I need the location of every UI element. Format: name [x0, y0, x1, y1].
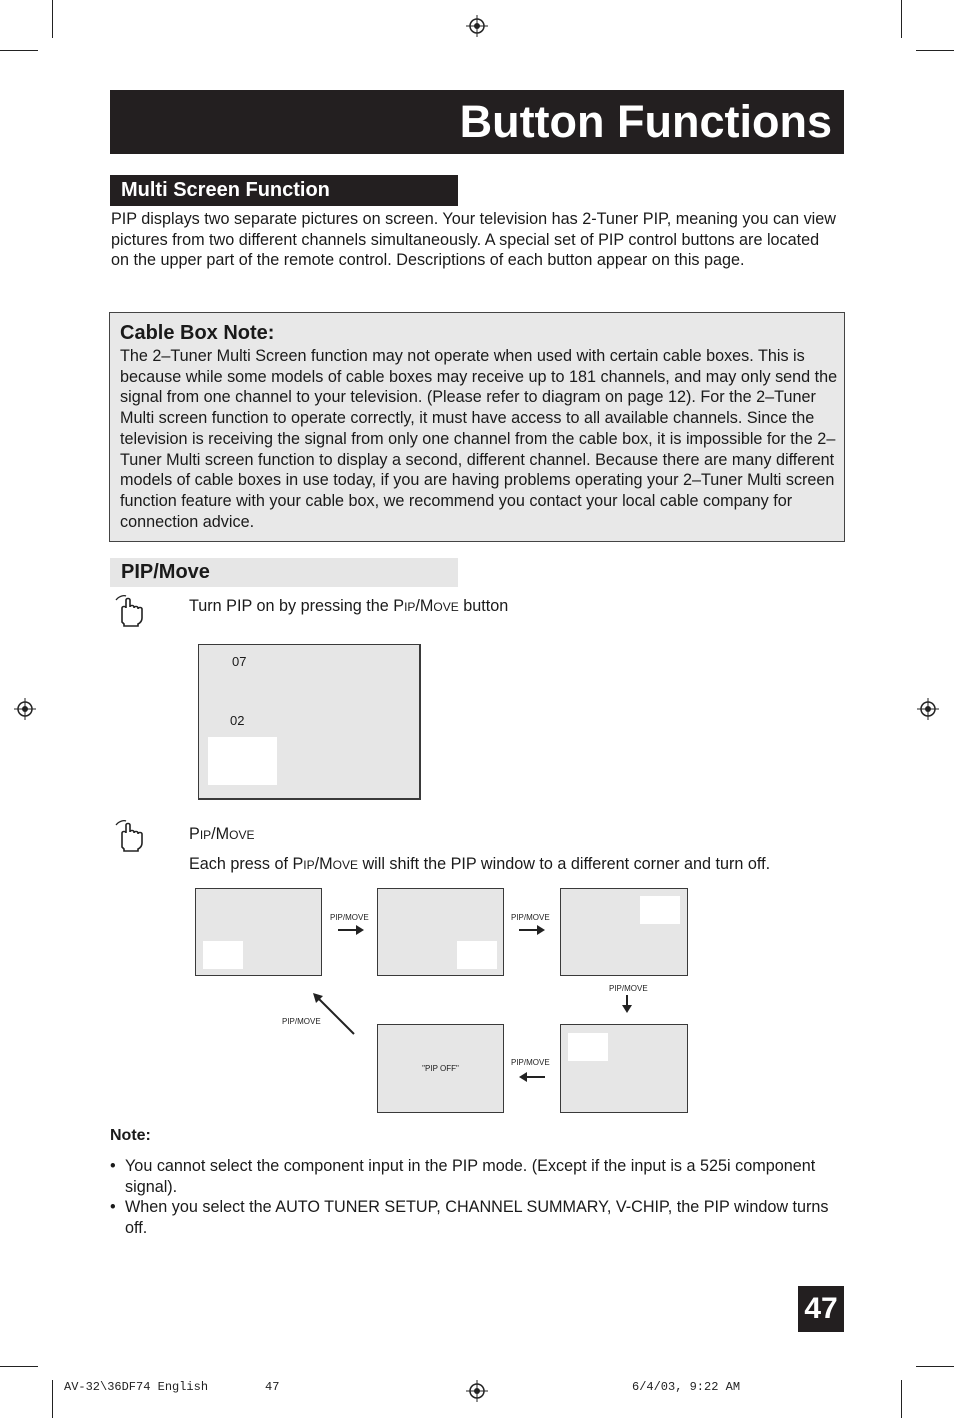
crop-mark — [52, 1380, 53, 1418]
section-heading-text: PIP/Move — [121, 561, 210, 583]
page-number: 47 — [798, 1286, 844, 1332]
step2-caption-text: OVE — [229, 828, 255, 842]
pip-window — [208, 737, 277, 785]
note-body: The 2–Tuner Multi Screen function may not operate when used with certain cable boxes. This is because while some models of cable boxes may receive up to 181 channels, and may only send the signal from one channel to your television. (Please refer to diagram on page 12). For the 2–Tuner Multi screen function to operate correctly, it must have access to all available channels. Since the television is receiving the signal from only one channel from the cable box, it is impossible for the 2–Tuner Multi screen function to display a second, different channel. Because there are many different models of cable boxes in use today, if you are having problems operating your 2–Tuner Multi screen function feature with your cable box, we recommend you contact your local cable company for connection advice. — [120, 347, 838, 531]
arrow-label: PIP/MOVE — [511, 1058, 550, 1067]
arrow-label: PIP/MOVE — [609, 984, 648, 993]
pip-off-label: "PIP OFF" — [422, 1064, 459, 1073]
arrow-down-icon — [621, 995, 633, 1013]
pip-window — [568, 1033, 608, 1061]
step1-text: OVE — [433, 600, 459, 614]
arrow-label: PIP/MOVE — [282, 1017, 321, 1026]
crop-mark — [0, 50, 38, 51]
note-heading: Note: — [110, 1127, 151, 1144]
footer-file: AV-32\36DF74 English — [64, 1380, 209, 1394]
step1-instruction — [189, 596, 508, 617]
step2-text: OVE — [332, 858, 358, 872]
note-bullet-text: You cannot select the component input in the PIP mode. (Except if the input is a 525i component signal). — [125, 1157, 816, 1196]
cycle-screen-2 — [377, 888, 504, 976]
arrow-right-icon — [519, 924, 545, 936]
bullet-dot: • — [110, 1157, 116, 1175]
section-heading-text: Multi Screen Function — [121, 179, 330, 201]
tv-screen-example — [198, 644, 421, 800]
intro-paragraph: PIP displays two separate pictures on screen. Your television has 2-Tuner PIP, meaning you can view pictures from two different channels simultaneously. A special set of PIP control buttons are located on the upper part of the remote control. Descriptions of each button appear on this page. — [111, 210, 836, 270]
step2-caption-text: /M — [211, 825, 230, 843]
cycle-screen-3 — [560, 888, 688, 976]
page-title: Button Functions — [459, 96, 832, 147]
step1-text: IP — [404, 600, 416, 614]
step2-text: will shift the PIP window to a different corner and turn off. — [357, 855, 771, 873]
registration-mark-icon — [917, 698, 939, 720]
crop-mark — [901, 1380, 902, 1418]
hand-press-icon — [113, 594, 147, 628]
step2-text: Each press of P — [189, 855, 304, 873]
crop-mark — [916, 1366, 954, 1367]
crop-mark — [52, 0, 53, 38]
cable-box-note — [109, 312, 845, 542]
step1-text: /M — [415, 597, 434, 615]
step2-caption-text: P — [189, 825, 200, 843]
arrow-up-left-icon — [312, 992, 356, 1036]
footer-page: 47 — [265, 1380, 280, 1394]
step2-caption — [189, 824, 254, 845]
step1-text: button — [458, 597, 509, 615]
main-channel-number: 07 — [232, 654, 247, 669]
registration-mark-icon — [14, 698, 36, 720]
section-heading-multi-screen — [110, 175, 458, 206]
cycle-screen-4 — [560, 1024, 688, 1113]
step2-text: IP — [303, 858, 315, 872]
arrow-label: PIP/MOVE — [511, 913, 550, 922]
pip-window — [457, 941, 497, 969]
crop-mark — [916, 50, 954, 51]
registration-mark-icon — [466, 15, 488, 37]
step2-caption-text: IP — [199, 828, 212, 842]
arrow-right-icon — [338, 924, 364, 936]
arrow-left-icon — [519, 1071, 545, 1083]
section-heading-pip-move — [110, 558, 458, 587]
pip-window — [203, 941, 243, 969]
registration-mark-icon — [466, 1380, 488, 1402]
note-bullet-text: When you select the AUTO TUNER SETUP, CHANNEL SUMMARY, V-CHIP, the PIP window turns off. — [125, 1198, 829, 1237]
pip-window — [640, 896, 680, 924]
pip-channel-number: 02 — [230, 713, 245, 728]
cycle-screen-pip-off — [377, 1024, 504, 1113]
crop-mark — [901, 0, 902, 38]
note-title: Cable Box Note: — [120, 322, 275, 344]
footer-date: 6/4/03, 9:22 AM — [632, 1380, 741, 1394]
step1-text: Turn PIP on by pressing the P — [189, 597, 405, 615]
step2-text: /M — [314, 855, 333, 873]
cycle-screen-1 — [195, 888, 322, 976]
step2-instruction — [189, 854, 770, 875]
hand-press-icon — [113, 819, 147, 853]
title-bar — [110, 90, 844, 154]
arrow-label: PIP/MOVE — [330, 913, 369, 922]
bullet-dot: • — [110, 1198, 116, 1216]
crop-mark — [0, 1366, 38, 1367]
